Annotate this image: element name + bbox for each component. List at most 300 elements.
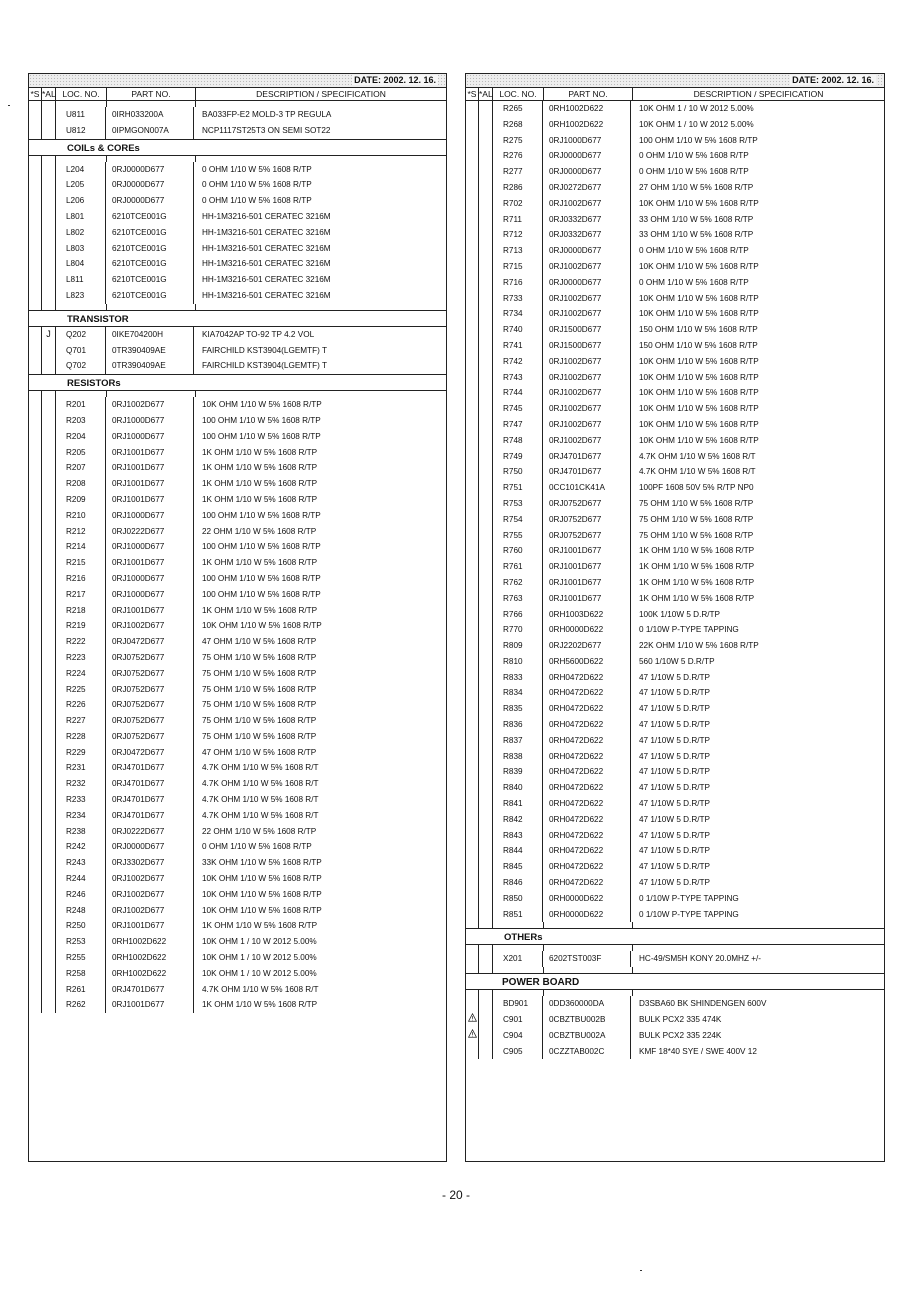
cell-loc-no: R205 [56,445,106,461]
cell-part-no: 0CBZTBU002A [543,1028,631,1044]
table-row [466,306,884,322]
cell-part-no: 0RJ1001D677 [543,543,631,559]
table-row [466,275,884,291]
cell-al [479,559,493,575]
cell-description: 75 OHM 1/10 W 5% 1608 R/TP [639,530,754,540]
cell-s [29,397,42,413]
cell-al [479,101,493,117]
cell-part-no: 0RJ0752D677 [106,666,194,682]
cell-loc-no: C904 [493,1028,543,1044]
spacer-cell [29,304,42,310]
cell-loc-no: R755 [493,528,543,544]
cell-loc-no: R745 [493,401,543,417]
table-row [29,903,446,919]
table-row [466,575,884,591]
cell-loc-no: Q701 [56,343,106,359]
cell-description: 0 OHM 1/10 W 5% 1608 R/TP [202,164,312,174]
cell-part-no: 6210TCE001G [106,225,194,241]
cell-al [42,225,56,241]
cell-part-no: 0RH0472D622 [543,875,631,891]
cell-description: 47 1/10W 5 D.R/TP [639,799,710,809]
cell-part-no: 0RJ1002D677 [543,259,631,275]
cell-loc-no: BD901 [493,996,543,1012]
cell-loc-no: R216 [56,571,106,587]
cell-part-no: 0RJ1001D677 [106,918,194,934]
table-row [466,385,884,401]
table-row [29,508,446,524]
cell-part-no: 0RJ4701D677 [106,760,194,776]
cell-part-no: 0RH0472D622 [543,685,631,701]
cell-al [42,808,56,824]
table-row [466,780,884,796]
cell-description: HH-1M3216-501 CERATEC 3216M [202,243,331,253]
spacer-cell [493,922,544,928]
cell-loc-no: R242 [56,839,106,855]
cell-part-no: 0RJ0752D677 [543,528,631,544]
cell-al [479,401,493,417]
table-row [29,713,446,729]
cell-al [479,417,493,433]
right-parts-table [465,73,885,1162]
cell-al [479,670,493,686]
warning-triangle-icon [468,1013,477,1022]
col-header-desc: DESCRIPTION / SPECIFICATION [256,89,386,99]
section-header: POWER BOARD [466,973,884,990]
table-row [29,729,446,745]
cell-s [29,193,42,209]
cell-loc-no: R268 [493,117,543,133]
cell-description: 47 1/10W 5 D.R/TP [639,704,710,714]
cell-description: 10K OHM 1/10 W 5% 1608 R/TP [639,261,759,271]
cell-al [42,887,56,903]
cell-part-no: 0RJ1001D677 [106,492,194,508]
cell-s [29,792,42,808]
cell-description: 10K OHM 1/10 W 5% 1608 R/TP [639,435,759,445]
cell-al [479,385,493,401]
cell-al [479,717,493,733]
cell-loc-no: R250 [56,918,106,934]
cell-description: 47 1/10W 5 D.R/TP [639,767,710,777]
cell-s [29,358,42,374]
cell-loc-no: R839 [493,764,543,780]
table-spacer [466,922,884,928]
cell-description: FAIRCHILD KST3904(LGEMTF) T [202,345,327,355]
cell-al [42,760,56,776]
cell-part-no: 0RJ1002D677 [543,433,631,449]
cell-loc-no: R215 [56,555,106,571]
cell-al [42,272,56,288]
cell-part-no: 0RJ1001D677 [106,460,194,476]
cell-al [479,212,493,228]
cell-part-no: 0RJ0000D677 [543,148,631,164]
cell-al [42,476,56,492]
table-header [466,88,884,101]
cell-part-no: 6202TST003F [543,951,631,967]
table-row [29,855,446,871]
cell-part-no: 0RJ0752D677 [543,512,631,528]
cell-al [42,445,56,461]
cell-loc-no: R201 [56,397,106,413]
cell-part-no: 0RJ1001D677 [543,559,631,575]
cell-al [479,543,493,559]
cell-al [479,1028,493,1044]
cell-loc-no: R228 [56,729,106,745]
table-row [466,733,884,749]
table-row [29,745,446,761]
cell-al [42,713,56,729]
cell-description: 150 OHM 1/10 W 5% 1608 R/TP [639,340,758,350]
cell-description: 33 OHM 1/10 W 5% 1608 R/TP [639,214,754,224]
table-row [29,982,446,998]
cell-al [42,123,56,139]
table-row [29,397,446,413]
cell-loc-no: R225 [56,682,106,698]
cell-part-no: 0RJ0332D677 [543,212,631,228]
table-row [466,512,884,528]
cell-s [29,162,42,178]
cell-s [466,685,479,701]
cell-description: 0 OHM 1/10 W 5% 1608 R/TP [639,277,749,287]
cell-description: 1K OHM 1/10 W 5% 1608 R/TP [202,1000,318,1010]
cell-part-no: 0RH0000D622 [543,622,631,638]
section-header: TRANSISTOR [29,310,446,327]
cell-description: HH-1M3216-501 CERATEC 3216M [202,275,331,285]
cell-description: 1K OHM 1/10 W 5% 1608 R/TP [202,479,318,489]
cell-al [42,288,56,304]
table-row [466,622,884,638]
table-row [29,555,446,571]
cell-part-no: 0RJ4701D677 [106,792,194,808]
table-row [466,212,884,228]
cell-part-no: 0RJ1002D677 [543,417,631,433]
cell-al [42,697,56,713]
table-row [466,796,884,812]
cell-description: 10K OHM 1 / 10 W 2012 5.00% [202,953,317,963]
cell-s [29,903,42,919]
spacer-cell [633,967,884,973]
table-row [29,107,446,123]
cell-loc-no: R744 [493,385,543,401]
cell-loc-no: R716 [493,275,543,291]
cell-s [466,433,479,449]
cell-loc-no: R286 [493,180,543,196]
table-row [29,272,446,288]
table-row [29,666,446,682]
table-row [466,259,884,275]
cell-al [42,460,56,476]
cell-description: 4.7K OHM 1/10 W 5% 1608 R/T [639,451,756,461]
cell-loc-no: L811 [56,272,106,288]
cell-description: KMF 18*40 SYE / SWE 400V 12 [639,1046,757,1056]
cell-loc-no: R842 [493,812,543,828]
cell-al [479,575,493,591]
cell-part-no: 6210TCE001G [106,288,194,304]
cell-part-no: 0RH0472D622 [543,749,631,765]
cell-al [42,824,56,840]
table-row [466,370,884,386]
cell-part-no: 0RH0472D622 [543,843,631,859]
cell-al [42,241,56,257]
cell-description: 47 1/10W 5 D.R/TP [639,783,710,793]
cell-loc-no: R843 [493,828,543,844]
cell-s [29,123,42,139]
cell-part-no: 0RJ0000D677 [106,162,194,178]
cell-description: 1K OHM 1/10 W 5% 1608 R/TP [202,463,318,473]
cell-s [466,907,479,923]
cell-description: 0 OHM 1/10 W 5% 1608 R/TP [202,180,312,190]
cell-s [466,370,479,386]
cell-s [29,209,42,225]
spacer-cell [544,967,633,973]
cell-part-no: 0RJ1001D677 [543,575,631,591]
cell-loc-no: R810 [493,654,543,670]
cell-part-no: 0CBZTBU002B [543,1012,631,1028]
cell-al [42,982,56,998]
cell-description: 100 OHM 1/10 W 5% 1608 R/TP [202,542,321,552]
cell-s [29,429,42,445]
table-row [466,528,884,544]
cell-description: 10K OHM 1 / 10 W 2012 5.00% [202,937,317,947]
cell-s [466,796,479,812]
cell-loc-no: R231 [56,760,106,776]
table-row [466,417,884,433]
cell-description: 47 1/10W 5 D.R/TP [639,720,710,730]
cell-al [479,259,493,275]
cell-s [29,571,42,587]
cell-description: 0 OHM 1/10 W 5% 1608 R/TP [639,167,749,177]
cell-part-no: 0RJ4701D677 [543,464,631,480]
scan-speck [8,105,10,106]
table-row [466,101,884,117]
cell-description: 0 1/10W P-TYPE TAPPING [639,909,739,919]
cell-al [42,603,56,619]
cell-s [29,603,42,619]
spacer-cell [633,922,884,928]
cell-al [42,429,56,445]
cell-s [466,1044,479,1060]
table-row [466,654,884,670]
cell-loc-no: R742 [493,354,543,370]
cell-loc-no: R761 [493,559,543,575]
table-row [29,241,446,257]
cell-loc-no: R762 [493,575,543,591]
table-row [29,429,446,445]
table-body [29,101,446,1013]
cell-loc-no: R770 [493,622,543,638]
cell-al [479,464,493,480]
cell-part-no: 0RJ1000D677 [106,539,194,555]
cell-s [29,918,42,934]
cell-loc-no: R232 [56,776,106,792]
cell-s [466,528,479,544]
cell-part-no: 0RJ1000D677 [106,508,194,524]
table-row [29,288,446,304]
cell-al [479,843,493,859]
cell-loc-no: R244 [56,871,106,887]
cell-al [42,745,56,761]
cell-part-no: 0RJ4701D677 [106,776,194,792]
table-row [29,618,446,634]
cell-al [42,776,56,792]
cell-al [479,196,493,212]
cell-loc-no: C901 [493,1012,543,1028]
cell-s [29,697,42,713]
spacer-cell [196,304,446,310]
table-row [466,749,884,765]
cell-loc-no: R277 [493,164,543,180]
cell-description: 0 OHM 1/10 W 5% 1608 R/TP [202,842,312,852]
table-row [29,539,446,555]
table-row [466,480,884,496]
cell-al [42,934,56,950]
table-row [29,792,446,808]
cell-part-no: 0RJ0752D677 [106,682,194,698]
cell-al [479,148,493,164]
cell-description: 1K OHM 1/10 W 5% 1608 R/TP [202,494,318,504]
date-bar [29,74,446,88]
cell-part-no: 0RJ1001D677 [106,603,194,619]
cell-s [466,670,479,686]
cell-s [466,622,479,638]
table-row [466,828,884,844]
cell-al [42,729,56,745]
cell-al [42,524,56,540]
table-row [29,476,446,492]
cell-s [29,460,42,476]
cell-description: 0 OHM 1/10 W 5% 1608 R/TP [202,196,312,206]
cell-s [466,180,479,196]
cell-part-no: 0RH1002D622 [106,966,194,982]
cell-part-no: 0RJ0752D677 [543,496,631,512]
cell-part-no: 0RH1002D622 [106,950,194,966]
cell-al [479,654,493,670]
cell-s [466,496,479,512]
cell-description: 75 OHM 1/10 W 5% 1608 R/TP [202,684,317,694]
cell-loc-no: R218 [56,603,106,619]
cell-part-no: 0RJ1002D677 [543,370,631,386]
cell-s [466,512,479,528]
cell-description: 33 OHM 1/10 W 5% 1608 R/TP [639,230,754,240]
cell-part-no: 0RJ4701D677 [543,449,631,465]
cell-description: 1K OHM 1/10 W 5% 1608 R/TP [202,921,318,931]
cell-s [29,272,42,288]
cell-s [29,855,42,871]
cell-loc-no: L801 [56,209,106,225]
table-row [466,875,884,891]
cell-s [29,871,42,887]
cell-part-no: 0RJ0000D677 [106,839,194,855]
cell-part-no: 0IPMGON007A [106,123,194,139]
cell-part-no: 0RJ2202D677 [543,638,631,654]
table-row [29,918,446,934]
table-row [29,603,446,619]
cell-s [466,654,479,670]
cell-description: 150 OHM 1/10 W 5% 1608 R/TP [639,325,758,335]
cell-loc-no: R760 [493,543,543,559]
cell-al [42,256,56,272]
cell-part-no: 0RH1002D622 [106,934,194,950]
table-header [29,88,446,101]
cell-al [42,343,56,359]
cell-description: 75 OHM 1/10 W 5% 1608 R/TP [639,514,754,524]
cell-part-no: 6210TCE001G [106,272,194,288]
cell-part-no: 0RH0472D622 [543,828,631,844]
cell-part-no: 0RJ1002D677 [106,903,194,919]
cell-loc-no: R224 [56,666,106,682]
spacer-cell [466,967,479,973]
cell-s [29,997,42,1013]
cell-description: 75 OHM 1/10 W 5% 1608 R/TP [639,498,754,508]
cell-s [29,713,42,729]
table-row [466,133,884,149]
cell-al [42,193,56,209]
table-row [466,401,884,417]
cell-s [29,666,42,682]
cell-loc-no: R219 [56,618,106,634]
cell-loc-no: R837 [493,733,543,749]
cell-loc-no: R763 [493,591,543,607]
cell-part-no: 0RJ1002D677 [106,887,194,903]
col-header-desc: DESCRIPTION / SPECIFICATION [693,89,824,99]
cell-s [29,934,42,950]
cell-s [466,227,479,243]
cell-loc-no: R208 [56,476,106,492]
cell-loc-no: R253 [56,934,106,950]
cell-part-no: 0RJ0000D677 [543,243,631,259]
cell-s [466,354,479,370]
table-row [466,843,884,859]
cell-al [42,792,56,808]
cell-description: 10K OHM 1/10 W 5% 1608 R/TP [639,293,759,303]
cell-al [42,618,56,634]
cell-part-no: 0RJ1001D677 [106,445,194,461]
table-body [466,101,884,1059]
cell-loc-no: R234 [56,808,106,824]
cell-part-no: 0RJ0332D677 [543,227,631,243]
cell-part-no: 0RJ0222D677 [106,824,194,840]
cell-part-no: 0RJ0752D677 [106,713,194,729]
cell-loc-no: R851 [493,907,543,923]
cell-al [42,492,56,508]
table-row [466,607,884,623]
spacer-cell [42,304,56,310]
cell-s [466,259,479,275]
cell-al [479,685,493,701]
cell-s [466,117,479,133]
table-row [29,343,446,359]
cell-description: 75 OHM 1/10 W 5% 1608 R/TP [202,652,317,662]
cell-loc-no: L204 [56,162,106,178]
cell-s [466,812,479,828]
cell-description: 47 1/10W 5 D.R/TP [639,672,710,682]
cell-loc-no: R747 [493,417,543,433]
table-row [466,543,884,559]
cell-description: 27 OHM 1/10 W 5% 1608 R/TP [639,182,754,192]
cell-description: 560 1/10W 5 D.R/TP [639,656,715,666]
cell-s [29,950,42,966]
cell-al [479,370,493,386]
cell-s [466,543,479,559]
cell-loc-no: R733 [493,291,543,307]
cell-s [29,618,42,634]
table-row [466,891,884,907]
cell-loc-no: R209 [56,492,106,508]
cell-s [29,288,42,304]
cell-s [466,133,479,149]
cell-description: 100 OHM 1/10 W 5% 1608 R/TP [639,135,758,145]
table-row [466,1044,884,1060]
cell-description: 0 OHM 1/10 W 5% 1608 R/TP [639,151,749,161]
